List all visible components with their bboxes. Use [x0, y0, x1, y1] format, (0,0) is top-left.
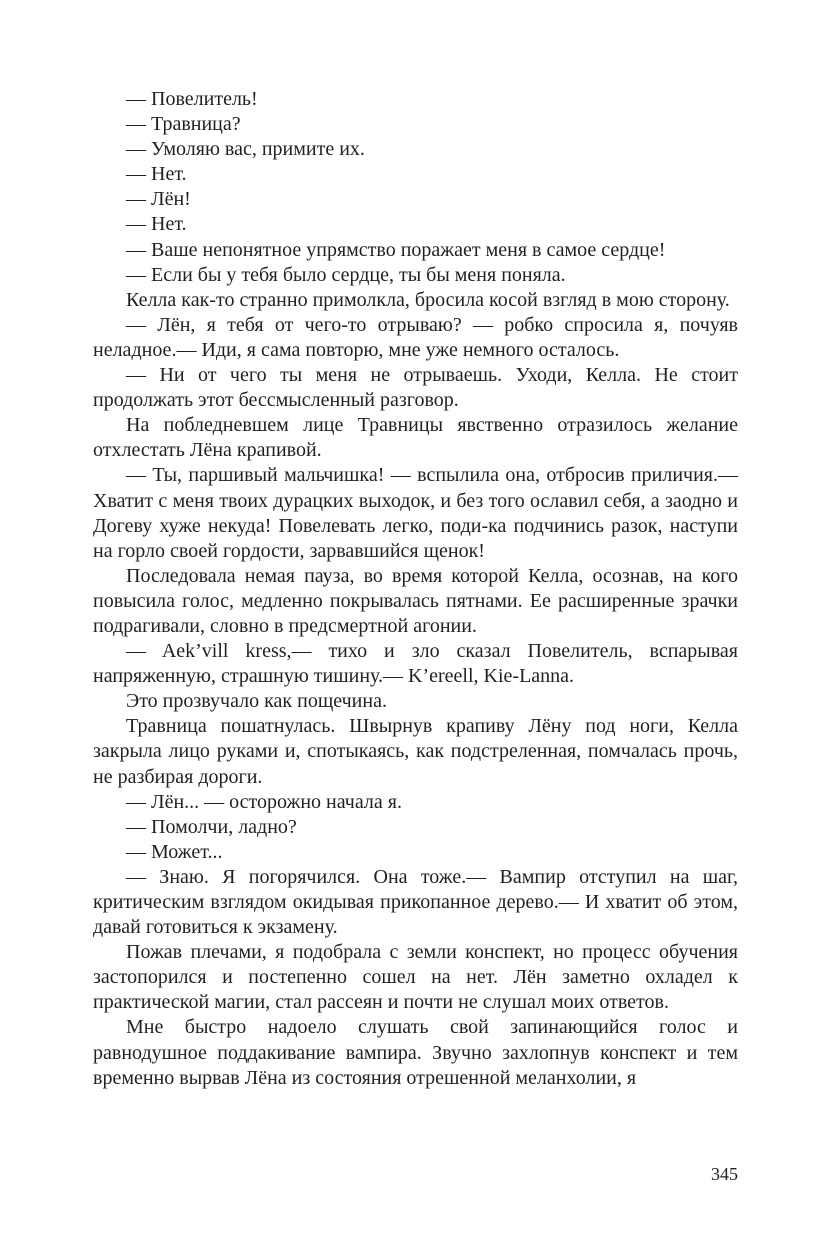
paragraph: На побледневшем лице Травницы явственно отразилось желание отхлестать Лёна крапивой. — [93, 414, 738, 462]
paragraph: — Нет. — [126, 213, 187, 236]
page-number: 345 — [711, 1164, 738, 1184]
paragraph: — Лён, я тебя от чего-то отрываю? — робко спросила я, почуяв неладное.— Иди, я сама повторю, мне уже немного осталось. — [93, 313, 738, 361]
paragraph: — Травница? — [126, 113, 241, 136]
paragraph: Травница пошатнулась. Швырнув крапиву Лёну под ноги, Келла закрыла лицо руками и, спотыкаясь, как подстреленная, помчалась прочь, не разбирая дороги. — [93, 715, 738, 788]
paragraph: — Может... — [126, 840, 223, 863]
paragraph: — Aek’vill kress,— тихо и зло сказал Повелитель, вспарывая напряженную, страшную тишину.— K’ereell, Kie-Lanna. — [93, 640, 738, 688]
paragraph: — Ты, паршивый мальчишка! — вспылила она, отбросив приличия.— Хватит с меня твоих дурацких выходок, и без того ославил себя, а заодно и Догеву хуже некуда! Повелевать легко, поди-ка подчинись разок, наступи на горло своей гордости, зарвавшийся щенок! — [93, 464, 738, 562]
paragraph: Келла как-то странно примолкла, бросила косой взгляд в мою сторону. — [126, 288, 730, 311]
paragraph: — Ни от чего ты меня не отрываешь. Уходи, Келла. Не стоит продолжать этот бессмысленный разговор. — [93, 364, 738, 412]
paragraph: — Если бы у тебя было сердце, ты бы меня поняла. — [126, 263, 566, 286]
paragraph: — Лён! — [126, 188, 191, 211]
book-page-text — [93, 87, 738, 1091]
paragraph: — Повелитель! — [126, 88, 258, 110]
paragraph: Мне быстро надоело слушать свой запинающийся голос и равнодушное поддакивание вампира. Звучно захлопнув конспект и тем временно вырвав Лёна из состояния отрешенной меланхолии, я — [93, 1016, 738, 1089]
paragraph: — Ваше непонятное упрямство поражает меня в самое сердце! — [126, 238, 666, 261]
paragraph: Это прозвучало как пощечина. — [126, 690, 387, 713]
paragraph: Последовала немая пауза, во время которой Келла, осознав, на кого повысила голос, медленно покрывалась пятнами. Ее расширенные зрачки подрагивали, словно в предсмертной агонии. — [93, 564, 738, 637]
paragraph: — Умоляю вас, примите их. — [126, 138, 365, 161]
paragraph: — Помолчи, ладно? — [126, 815, 297, 838]
paragraph: — Лён... — осторожно начала я. — [126, 790, 402, 813]
paragraph: — Знаю. Я погорячился. Она тоже.— Вампир отступил на шаг, критическим взглядом окидывая прикопанное дерево.— И хватит об этом, давай готовиться к экзамену. — [93, 865, 738, 939]
paragraph: Пожав плечами, я подобрала с земли конспект, но процесс обучения застопорился и постепенно сошел на нет. Лён заметно охладел к практической магии, стал рассеян и почти не слушал моих ответов. — [93, 941, 738, 1014]
paragraph: — Нет. — [126, 163, 187, 186]
